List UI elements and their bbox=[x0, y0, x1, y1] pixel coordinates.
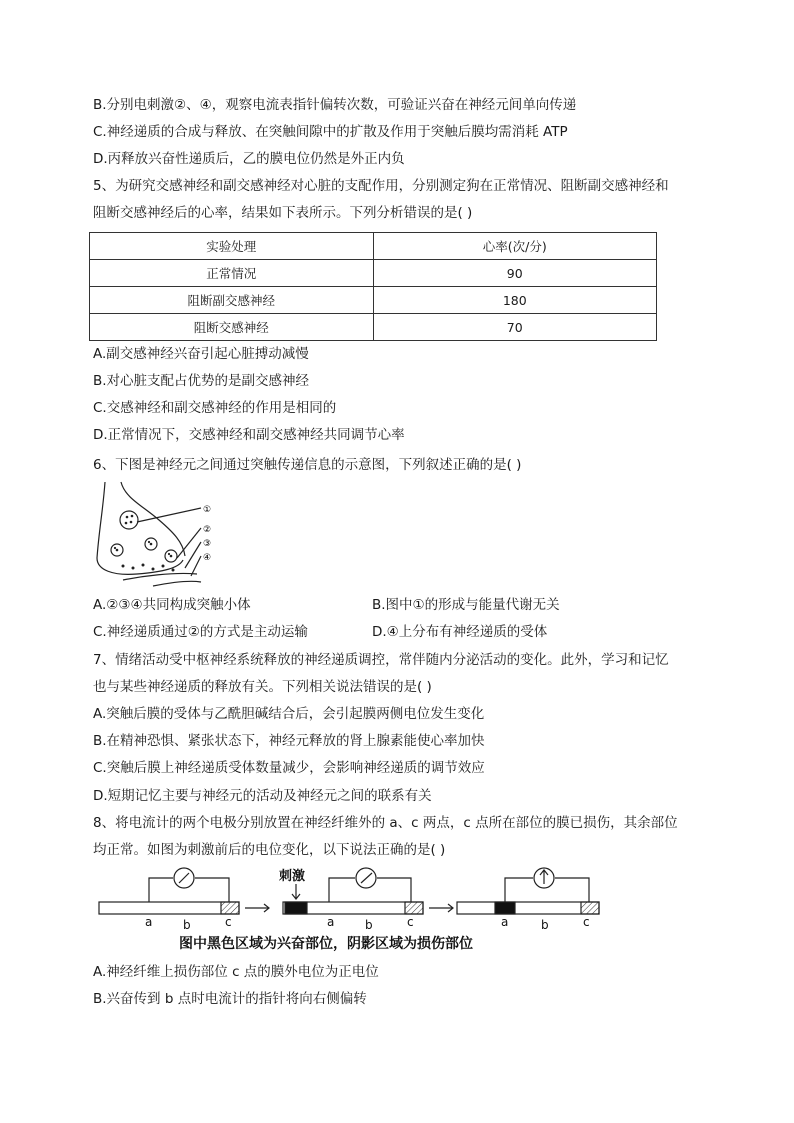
heart-rate-table bbox=[89, 232, 657, 341]
table-cell: 正常情况 bbox=[90, 260, 374, 287]
excited-region bbox=[495, 902, 515, 914]
neurotransmitter-dot bbox=[162, 565, 165, 568]
point-label-c: c bbox=[225, 915, 232, 929]
q6-option-c: C.神经递质通过②的方式是主动运输 bbox=[93, 624, 308, 640]
damaged-region bbox=[581, 902, 599, 914]
figure-label-1: ① bbox=[203, 505, 212, 515]
neurotransmitter-dot bbox=[122, 565, 125, 568]
q5-option-b: B.对心脏支配占优势的是副交感神经 bbox=[93, 373, 310, 389]
table-header-cell: 实验处理 bbox=[90, 233, 374, 260]
q7-option-b: B.在精神恐惧、紧张状态下，神经元释放的肾上腺素能使心率加快 bbox=[93, 733, 485, 749]
table-cell: 90 bbox=[373, 260, 657, 287]
figure-caption: 图中黑色区域为兴奋部位，阴影区域为损伤部位 bbox=[179, 936, 473, 952]
excited-region bbox=[285, 902, 307, 914]
q6-option-b: B.图中①的形成与能量代谢无关 bbox=[372, 597, 560, 613]
presynaptic-membrane-left bbox=[97, 482, 183, 574]
table-cell: 阻断副交感神经 bbox=[90, 287, 374, 314]
q5-stem-line2: 阻断交感神经后的心率，结果如下表所示。下列分析错误的是( ) bbox=[93, 205, 473, 221]
q5-option-a: A.副交感神经兴奋引起心脏搏动减慢 bbox=[93, 346, 309, 362]
stimulus-label: 刺激 bbox=[279, 869, 306, 884]
q5-option-d: D.正常情况下，交感神经和副交感神经共同调节心率 bbox=[93, 427, 405, 443]
arrow-icon-2 bbox=[429, 904, 453, 912]
fiber-panel-1 bbox=[99, 868, 239, 914]
postsynaptic-membrane-2 bbox=[153, 581, 201, 586]
q7-option-d: D.短期记忆主要与神经元的活动及神经元之间的联系有关 bbox=[93, 788, 432, 804]
neurotransmitter-dot bbox=[152, 568, 155, 571]
table-cell: 70 bbox=[373, 314, 657, 341]
table-header-row bbox=[90, 233, 657, 260]
q7-stem-line2: 也与某些神经递质的释放有关。下列相关说法错误的是( ) bbox=[93, 679, 432, 695]
point-label-a: a bbox=[145, 915, 153, 929]
point-label-a: a bbox=[327, 915, 335, 929]
q8-stem-line1: 8、将电流计的两个电极分别放置在神经纤维外的 a、c 两点，c 点所在部位的膜已损伤，其余部位 bbox=[93, 815, 678, 831]
q4-option-d: D.丙释放兴奋性递质后，乙的膜电位仍然是外正内负 bbox=[93, 151, 405, 167]
q7-option-a: A.突触后膜的受体与乙酰胆碱结合后，会引起膜两侧电位发生变化 bbox=[93, 706, 485, 722]
figure-label-3: ③ bbox=[203, 539, 212, 549]
table-row bbox=[90, 287, 657, 314]
q6-option-d: D.④上分布有神经递质的受体 bbox=[372, 624, 548, 640]
q5-option-c: C.交感神经和副交感神经的作用是相同的 bbox=[93, 400, 337, 416]
q4-option-b: B.分别电刺激②、④，观察电流表指针偏转次数，可验证兴奋在神经元间单向传递 bbox=[93, 97, 577, 113]
table-cell: 阻断交感神经 bbox=[90, 314, 374, 341]
q5-stem-line1: 5、为研究交感神经和副交感神经对心脏的支配作用，分别测定狗在正常情况、阻断副交感神经和 bbox=[93, 178, 669, 194]
table-header-cell: 心率(次/分) bbox=[373, 233, 657, 260]
nerve-fiber-diagram bbox=[93, 864, 613, 954]
point-label-b: b bbox=[365, 918, 373, 932]
synaptic-vesicle bbox=[120, 511, 138, 529]
neurotransmitter-dot bbox=[142, 564, 145, 567]
q6-stem: 6、下图是神经元之间通过突触传递信息的示意图，下列叙述正确的是( ) bbox=[93, 457, 522, 473]
table-cell: 180 bbox=[373, 287, 657, 314]
neurotransmitter-dot bbox=[132, 567, 135, 570]
arrow-icon-1 bbox=[245, 904, 269, 912]
point-label-c: c bbox=[407, 915, 414, 929]
q8-option-b: B.兴奋传到 b 点时电流计的指针将向右侧偏转 bbox=[93, 991, 367, 1007]
table-row bbox=[90, 314, 657, 341]
q8-stem-line2: 均正常。如图为刺激前后的电位变化，以下说法正确的是( ) bbox=[93, 842, 446, 858]
q4-option-c: C.神经递质的合成与释放、在突触间隙中的扩散及作用于突触后膜均需消耗 ATP bbox=[93, 124, 568, 140]
table-row bbox=[90, 260, 657, 287]
q7-option-c: C.突触后膜上神经递质受体数量减少，会影响神经递质的调节效应 bbox=[93, 760, 485, 776]
point-label-b: b bbox=[541, 918, 549, 932]
neurotransmitter-dot bbox=[172, 569, 175, 572]
figure-label-4: ④ bbox=[203, 553, 212, 563]
point-label-c: c bbox=[583, 915, 590, 929]
damaged-region bbox=[405, 902, 423, 914]
q7-stem-line1: 7、情绪活动受中枢神经系统释放的神经递质调控，常伴随内分泌活动的变化。此外，学习和记忆 bbox=[93, 652, 669, 668]
figure-label-2: ② bbox=[203, 525, 212, 535]
fiber-panel-3 bbox=[457, 868, 599, 914]
q6-option-a: A.②③④共同构成突触小体 bbox=[93, 597, 251, 613]
q8-option-a: A.神经纤维上损伤部位 c 点的膜外电位为正电位 bbox=[93, 964, 379, 980]
synapse-diagram bbox=[93, 480, 223, 590]
point-label-a: a bbox=[501, 915, 509, 929]
point-label-b: b bbox=[183, 918, 191, 932]
